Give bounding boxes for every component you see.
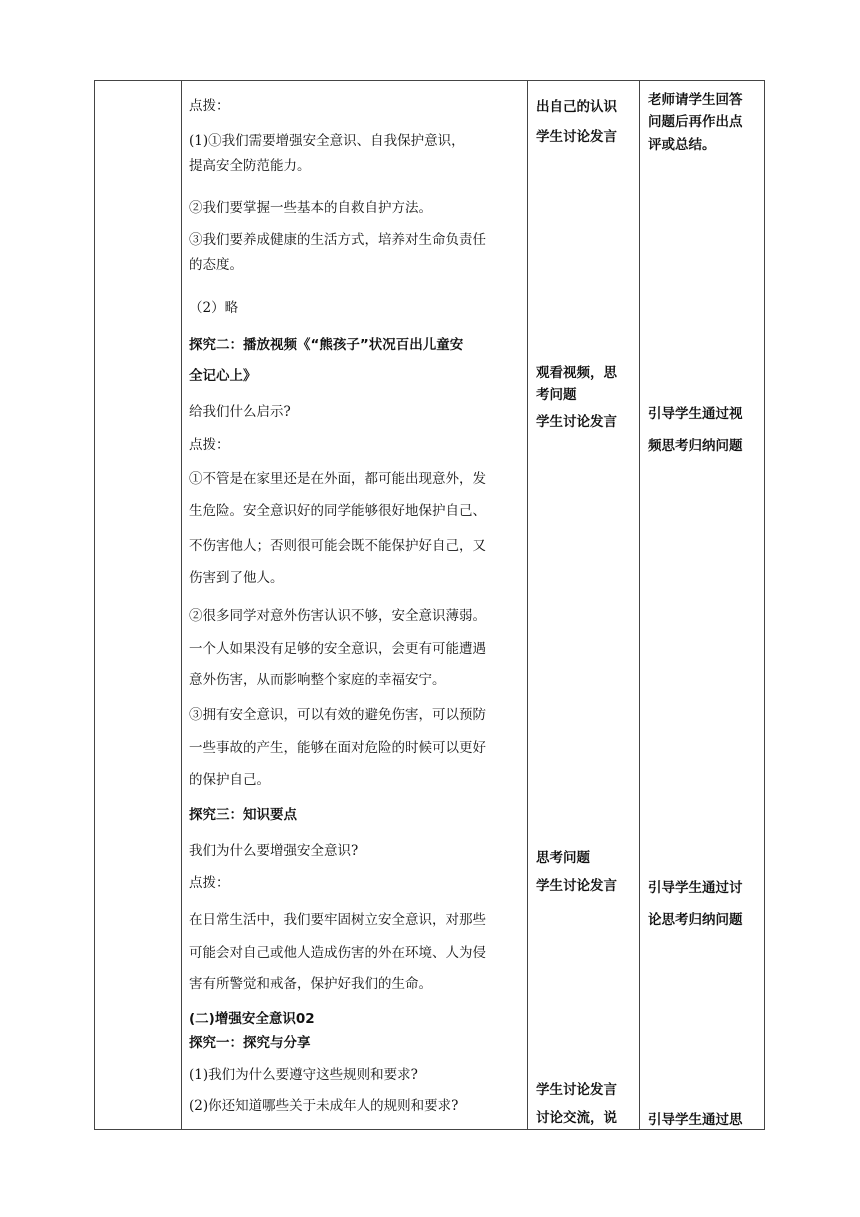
student-text-line: 考问题 <box>536 387 577 403</box>
intent-text-line: 老师请学生回答 <box>648 92 743 108</box>
column-divider <box>527 81 528 1129</box>
activity-text-line: 探究一：探究与分享 <box>189 1035 311 1051</box>
activity-text-line: 探究三：知识要点 <box>189 807 297 823</box>
activity-text-line: 的保护自己。 <box>189 772 270 788</box>
intent-text-line: 引导学生通过讨 <box>648 880 743 896</box>
student-text-line: 讨论交流，说 <box>536 1110 617 1126</box>
activity-text-line: 可能会对自己或他人造成伤害的外在环境、人为侵 <box>189 945 486 961</box>
intent-text-line: 论思考归纳问题 <box>648 912 743 928</box>
activity-text-line: 探究二：播放视频《“熊孩子”状况百出儿童安 <box>189 337 464 353</box>
student-text-line: 出自己的认识 <box>536 99 617 115</box>
activity-text-line: (1)我们为什么要遵守这些规则和要求? <box>189 1067 418 1083</box>
activity-text-line: 给我们什么启示? <box>189 404 291 420</box>
intent-text-line: 频思考归纳问题 <box>648 438 743 454</box>
student-text-line: 学生讨论发言 <box>536 129 617 145</box>
activity-text-line: (2)你还知道哪些关于未成年人的规则和要求? <box>189 1098 459 1114</box>
intent-text-line: 评或总结。 <box>648 137 716 153</box>
intent-text-line: 引导学生通过思 <box>648 1112 743 1128</box>
activity-text-line: 点拨： <box>189 875 230 891</box>
activity-text-line: 我们为什么要增强安全意识? <box>189 843 359 859</box>
activity-text-line: ①不管是在家里还是在外面，都可能出现意外，发 <box>189 471 486 487</box>
activity-text-line: 生危险。安全意识好的同学能够很好地保护自己、 <box>189 503 486 519</box>
activity-text-line: ③我们要养成健康的生活方式，培养对生命负责任 <box>189 232 486 248</box>
intent-text-line: 问题后再作出点 <box>648 114 743 130</box>
activity-text-line: 一个人如果没有足够的安全意识，会更有可能遭遇 <box>189 641 486 657</box>
column-divider <box>639 81 640 1129</box>
activity-text-line: ②很多同学对意外伤害认识不够，安全意识薄弱。 <box>189 608 486 624</box>
activity-text-line: ②我们要掌握一些基本的自救自护方法。 <box>189 200 432 216</box>
activity-text-line: 不伤害他人；否则很可能会既不能保护好自己，又 <box>189 538 486 554</box>
activity-text-line: 伤害到了他人。 <box>189 570 284 586</box>
activity-text-line: 意外伤害，从而影响整个家庭的幸福安宁。 <box>189 672 446 688</box>
activity-text-line: 一些事故的产生，能够在面对危险的时候可以更好 <box>189 740 486 756</box>
activity-text-line: 的态度。 <box>189 257 243 273</box>
activity-text-line: 在日常生活中，我们要牢固树立安全意识，对那些 <box>189 912 486 928</box>
activity-text-line: 点拨： <box>189 98 230 114</box>
intent-text-line: 引导学生通过视 <box>648 406 743 422</box>
activity-text-line: 提高安全防范能力。 <box>189 158 311 174</box>
student-text-line: 学生讨论发言 <box>536 878 617 894</box>
column-divider <box>181 81 182 1129</box>
student-text-line: 学生讨论发言 <box>536 414 617 430</box>
student-text-line: 思考问题 <box>536 850 590 866</box>
activity-text-line: 全记心上》 <box>189 368 257 384</box>
student-text-line: 观看视频，思 <box>536 365 617 381</box>
activity-text-line: 害有所警觉和戒备，保护好我们的生命。 <box>189 976 432 992</box>
student-text-line: 学生讨论发言 <box>536 1082 617 1098</box>
activity-text-line: ③拥有安全意识，可以有效的避免伤害，可以预防 <box>189 707 486 723</box>
activity-text-line: 点拨： <box>189 437 230 453</box>
activity-text-line: (二)增强安全意识02 <box>189 1011 315 1027</box>
activity-text-line: （2）略 <box>189 300 239 316</box>
activity-text-line: (1)①我们需要增强安全意识、自我保护意识， <box>189 133 465 149</box>
